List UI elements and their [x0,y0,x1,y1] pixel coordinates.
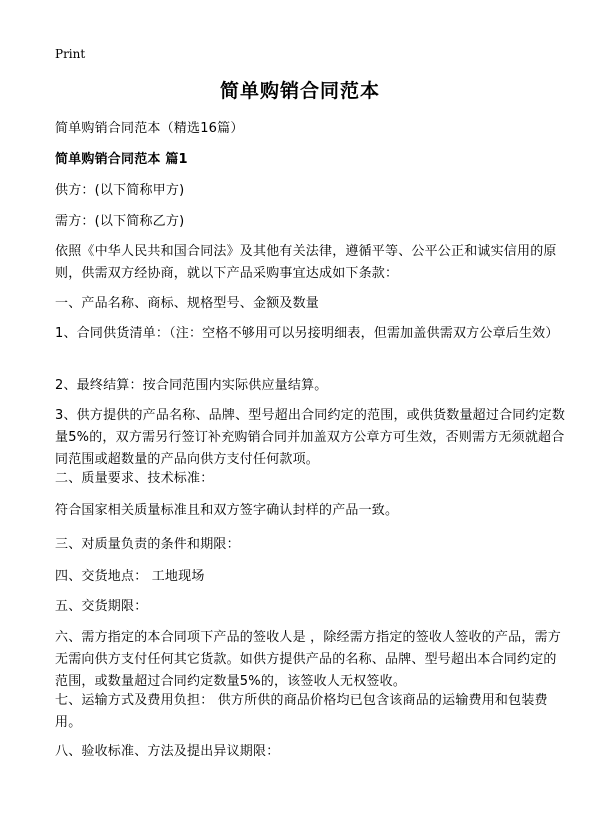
clause-one-item-2: 2、最终结算：按合同范围内实际供应量结算。 [55,378,328,393]
paragraph-preamble: 依照《中华人民共和国合同法》及其他有关法律，遵循平等、公平公正和诚实信用的原则，供需双方经协商，就以下产品采购事宜达成如下条款： [55,244,557,281]
clause-one-item-1: 1、合同供货清单：（注：空格不够用可以另接明细表，但需加盖供需双方公章后生效） [55,326,559,341]
clause-two-heading: 二、质量要求、技术标准： [55,471,214,486]
clause-four-heading: 四、交货地点： 工地现场 [55,569,205,584]
paragraph-buyer: 需方：(以下简称乙方) [55,214,185,229]
clause-two-body: 符合国家相关质量标准且和双方签字确认封样的产品一致。 [55,503,399,518]
clause-six-body: 六、需方指定的本合同项下产品的签收人是 ，除经需方指定的签收人签收的产品，需方无需向供方支付任何其它货款。如供方提供产品的名称、品牌、型号超出本合同约定的范围，或数量超过合同约定数量5%的，该签收人无权签收。 [55,630,561,689]
clause-eight-heading: 八、验收标准、方法及提出异议期限： [55,744,280,759]
document-subtitle: 简单购销合同范本（精选16篇） [55,121,244,136]
clause-three-heading: 三、对质量负责的条件和期限： [55,537,240,552]
clause-one-heading: 一、产品名称、商标、规格型号、金额及数量 [55,296,320,311]
paragraph-supplier: 供方：(以下简称甲方) [55,183,185,198]
page-title: 简单购销合同范本 [219,80,380,102]
print-label: Print [55,47,86,61]
clause-seven-body: 七、运输方式及费用负担： 供方所供的商品价格均已包含该商品的运输费用和包装费用。 [55,693,548,730]
section-heading: 简单购销合同范本 篇1 [55,152,188,167]
clause-one-item-3: 3、供方提供的产品名称、品牌、型号超出合同约定的范围，或供货数量超过合同约定数量5%的，双方需另行签订补充购销合同并加盖双方公章方可生效，否则需方无须就超合同范围或超数量的产品向供方支付任何款项。 [55,408,566,467]
clause-five-heading: 五、交货期限： [55,599,148,614]
